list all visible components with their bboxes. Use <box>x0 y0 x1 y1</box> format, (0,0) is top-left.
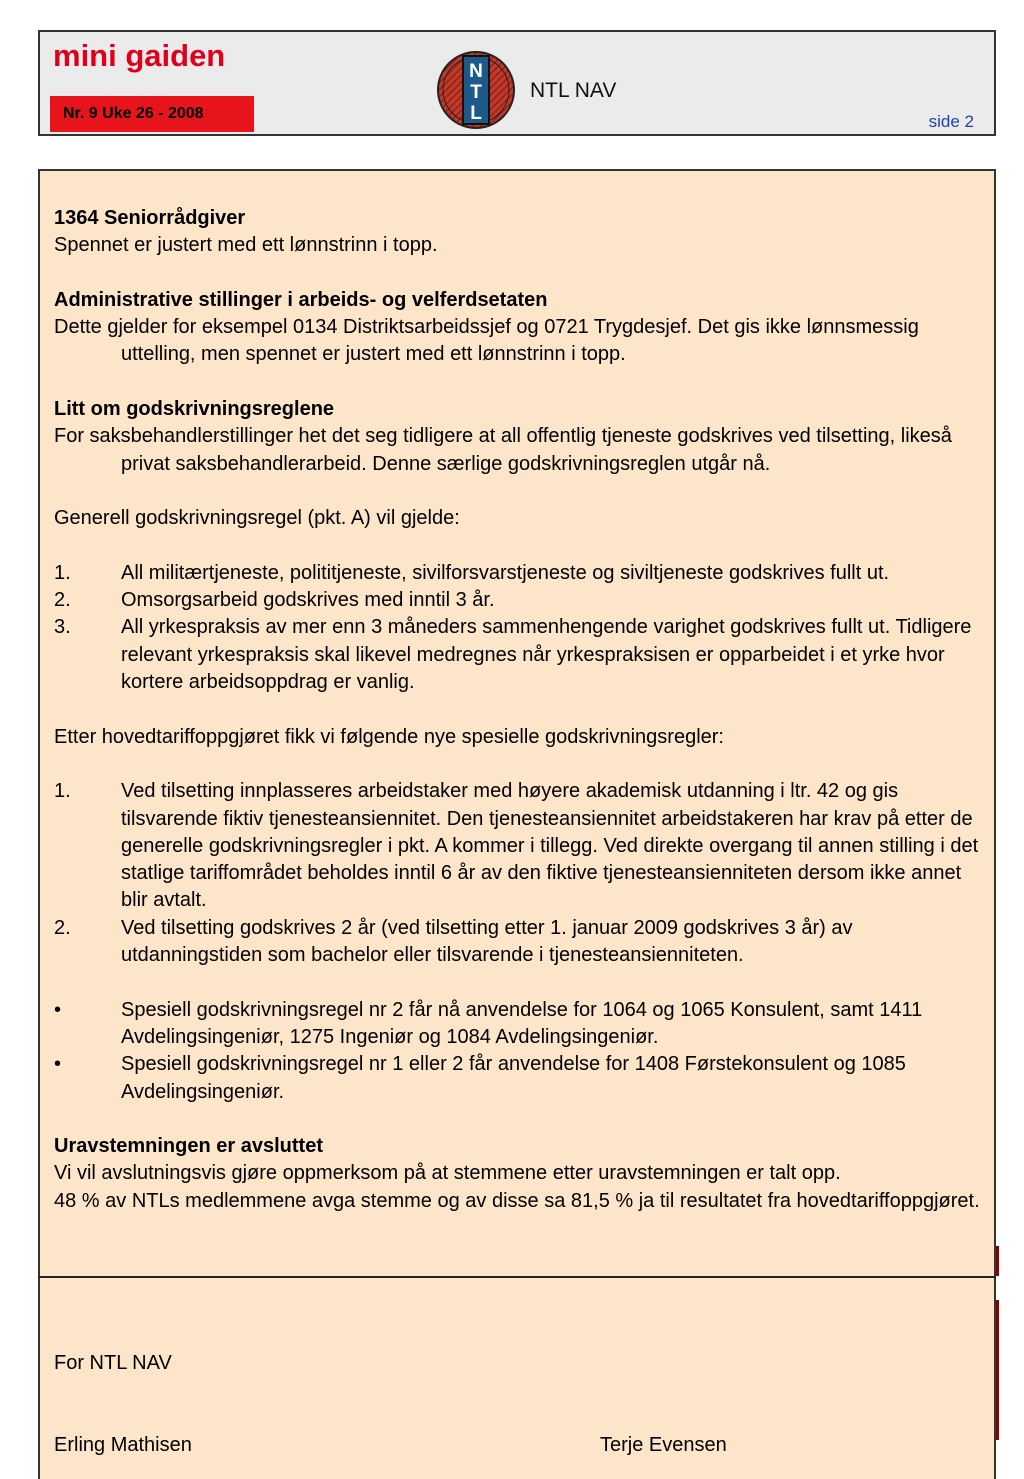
list-number: 2. <box>54 916 71 939</box>
bullet-marker: • <box>54 998 62 1021</box>
special-rules-intro: Etter hovedtariffoppgjøret fikk vi følgende nye spesielle godskrivningsregler: <box>54 725 724 748</box>
list-item-text: All militærtjeneste, polititjeneste, sivilforsvarstjeneste og siviltjeneste godskrives fullt ut. <box>121 561 890 584</box>
list-item <box>54 560 989 587</box>
section-text-godskrivning: For saksbehandlerstillinger het det seg tidligere at all offentlig tjeneste godskrives ved tilsetting, likeså privat saksbehandlerarbeid. Denne særlige godskrivningsreglen utgår nå. <box>54 425 952 475</box>
section-heading-godskrivning: Litt om godskrivningsreglene <box>54 398 335 421</box>
bullet-item <box>54 997 989 1052</box>
side-marker-bottom <box>996 1300 999 1440</box>
article-body <box>54 205 989 1215</box>
panel-divider <box>38 1276 996 1278</box>
section-heading-seniorradgiver: 1364 Seniorrådgiver <box>54 207 246 229</box>
list-number: 1. <box>54 780 71 803</box>
list-item-text: Ved tilsetting innplasseres arbeidstaker med høyere akademisk utdanning i ltr. 42 og gis tilsvarende fiktiv tjenesteansiennitet. Den tjenesteansiennitet arbeidstakeren har krav på etter de generelle godskrivningsregler i pkt. A kommer i tillegg. Ved direkte overgang til annen stilling i det statlige tariffområdet beholdes inntil 6 år av den fiktive tjenesteansienniteten dersom ikke annet blir avtalt. <box>121 780 979 912</box>
bullet-item <box>54 1051 989 1106</box>
list-item <box>54 614 989 696</box>
signer-1: Erling Mathisen <box>54 1434 192 1456</box>
list-number: 3. <box>54 616 71 639</box>
general-rule-intro: Generell godskrivningsregel (pkt. A) vil gjelde: <box>54 507 460 530</box>
list-number: 1. <box>54 561 71 584</box>
newsletter-title: mini gaiden <box>53 38 226 73</box>
list-item <box>54 778 989 914</box>
list-number: 2. <box>54 589 71 612</box>
signer-2: Terje Evensen <box>600 1434 727 1456</box>
newsletter-header <box>38 30 996 136</box>
logo-letter-n: N <box>469 61 483 82</box>
side-marker-top <box>996 1246 999 1276</box>
section-text-uravstemning-2: 48 % av NTLs medlemmene avga stemme og av disse sa 81,5 % ja til resultatet fra hovedtariffoppgjøret. <box>54 1189 980 1212</box>
section-heading-administrative: Administrative stillinger i arbeids- og velferdsetaten <box>54 288 548 311</box>
issue-badge <box>50 96 254 132</box>
page-number: side 2 <box>928 112 974 131</box>
list-item <box>54 587 989 614</box>
logo-letter-t: T <box>470 82 482 103</box>
issue-label: Nr. 9 Uke 26 - 2008 <box>63 105 204 122</box>
section-text-seniorradgiver: Spennet er justert med ett lønnstrinn i topp. <box>54 234 438 257</box>
bullet-marker: • <box>54 1053 62 1076</box>
bullet-text: Spesiell godskrivningsregel nr 2 får nå anvendelse for 1064 og 1065 Konsulent, samt 1411 Avdelingsingeniør, 1275 Ingeniør og 1084 Avdelingsingeniør. <box>121 998 923 1048</box>
list-item-text: Omsorgsarbeid godskrives med inntil 3 år. <box>121 589 495 612</box>
signatures <box>54 1434 954 1462</box>
list-item-text: Ved tilsetting godskrives 2 år (ved tilsetting etter 1. januar 2009 godskrives 3 år) av utdanningstiden som bachelor eller tilsvarende i tjenesteansienniteten. <box>121 916 853 967</box>
signature-for: For NTL NAV <box>54 1352 172 1374</box>
section-heading-uravstemning: Uravstemningen er avsluttet <box>54 1135 323 1158</box>
section-text-administrative: Dette gjelder for eksempel 0134 Distriktsarbeidssjef og 0721 Trygdesjef. Det gis ikke lønnsmessig uttelling, men spennet er justert med ett lønnstrinn i topp. <box>54 316 919 366</box>
org-name: NTL NAV <box>530 79 617 102</box>
list-item-text: All yrkespraksis av mer enn 3 måneders sammenhengende varighet godskrives fullt ut. Tidligere relevant yrkespraksis skal likevel medregnes når yrkespraksisen er opparbeidet i et yrke hvor kortere arbeidsoppdrag er vanlig. <box>121 616 972 694</box>
bullet-text: Spesiell godskrivningsregel nr 1 eller 2 får anvendelse for 1408 Førstekonsulent og 1085 Avdelingsingeniør. <box>121 1053 906 1103</box>
ntl-logo <box>436 50 516 130</box>
logo-letter-l: L <box>470 103 482 124</box>
section-text-uravstemning-1: Vi vil avslutningsvis gjøre oppmerksom på at stemmene etter uravstemningen er talt opp. <box>54 1162 841 1185</box>
list-item <box>54 915 989 970</box>
